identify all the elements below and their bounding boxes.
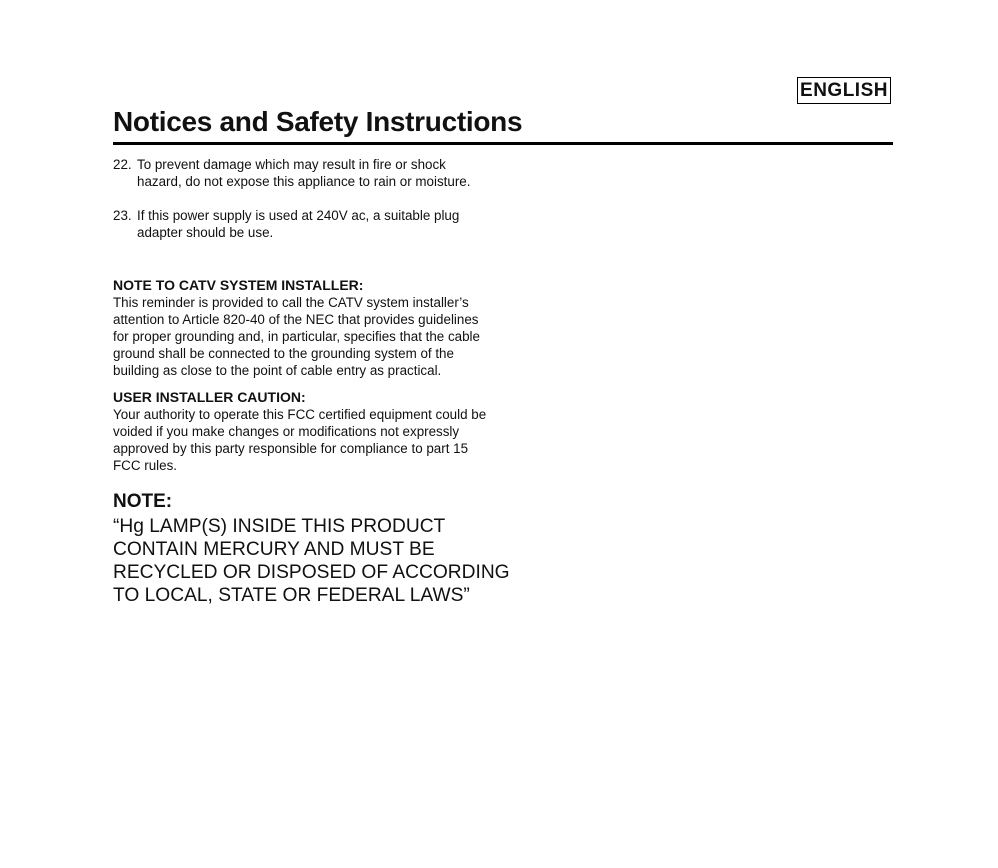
list-item-22 [113,156,513,190]
language-badge: ENGLISH [797,77,891,104]
catv-note-body: This reminder is provided to call the CATV system installer’s attention to Article 820-40 of the NEC that provides guidelines for proper grounding and, in particular, specifies that the cable ground shall be connected to the grounding system of the building as close to the point of cable entry as practical. [113,295,480,378]
lamp-note-heading: NOTE: [113,491,173,512]
lamp-note [113,491,513,607]
list-item-number: 23. [113,208,132,223]
lamp-note-body: “Hg LAMP(S) INSIDE THIS PRODUCT CONTAIN MERCURY AND MUST BE RECYCLED OR DISPOSED OF ACCORDING TO LOCAL, STATE OR FEDERAL LAWS” [113,516,510,606]
user-caution-body: Your authority to operate this FCC certified equipment could be voided if you make changes or modifications not expressly approved by this party responsible for compliance to part 15 FCC rules. [113,407,487,473]
list-item-number: 22. [113,157,132,172]
catv-installer-note [113,277,513,379]
catv-note-heading: NOTE TO CATV SYSTEM INSTALLER: [113,277,364,293]
user-installer-caution [113,389,513,474]
list-item-text: If this power supply is used at 240V ac, a suitable plug adapter should be use. [137,208,460,240]
list-item-23 [113,207,513,241]
page-title: Notices and Safety Instructions [113,106,523,137]
list-item-text: To prevent damage which may result in fire or shock hazard, do not expose this appliance to rain or moisture. [137,157,471,189]
page-content [113,156,513,607]
title-divider [113,142,893,145]
user-caution-heading: USER INSTALLER CAUTION: [113,389,306,405]
